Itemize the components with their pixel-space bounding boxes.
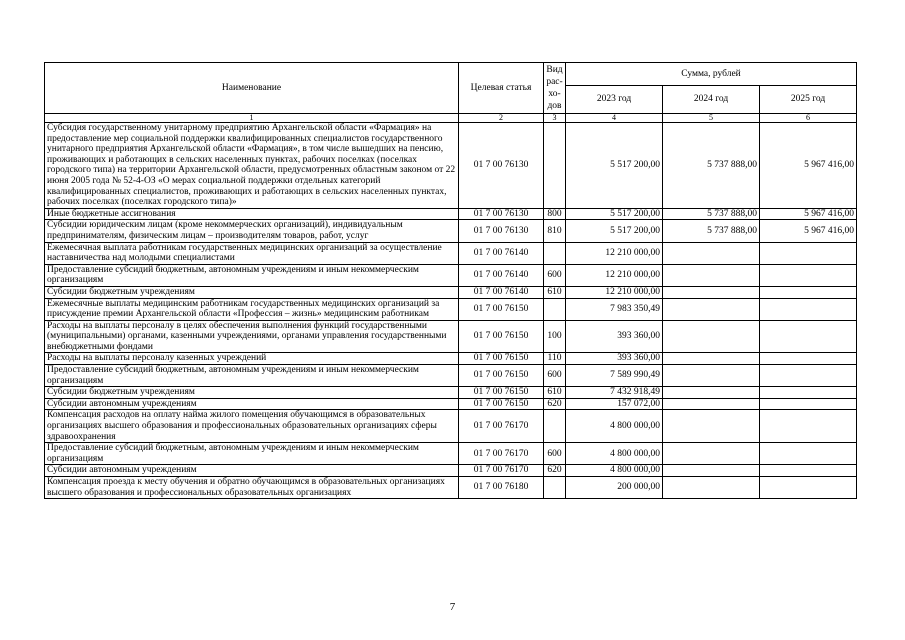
row-target-article: 01 7 00 76150: [459, 387, 544, 399]
row-sum-2025: [760, 242, 857, 264]
row-sum-2025: [760, 298, 857, 320]
row-name: Субсидии юридическим лицам (кроме некоммерческих организаций), индивидуальным предпринимателям, физическим лицам – производителям товаров, работ, услуг: [45, 220, 459, 242]
row-name: Ежемесячные выплаты медицинским работникам государственных медицинских организаций за присуждение премии Архангельской области «Профессия – жизнь» медицинским работникам: [45, 298, 459, 320]
row-expense-kind: [544, 123, 566, 209]
row-sum-2025: [760, 353, 857, 365]
table-row: [45, 477, 857, 499]
row-sum-2024: [663, 387, 760, 399]
row-sum-2024: [663, 410, 760, 443]
table-row: [45, 220, 857, 242]
row-target-article: 01 7 00 76140: [459, 242, 544, 264]
column-number: 1: [45, 114, 459, 123]
row-sum-2025: [760, 286, 857, 298]
row-expense-kind: 600: [544, 443, 566, 465]
row-sum-2025: [760, 264, 857, 286]
row-sum-2023: 7 983 350,49: [566, 298, 663, 320]
column-number: 3: [544, 114, 566, 123]
row-target-article: 01 7 00 76170: [459, 465, 544, 477]
row-target-article: 01 7 00 76170: [459, 443, 544, 465]
row-name: Компенсация проезда к месту обучения и обратно обучающимся в образовательных организациях высшего образования и профессиональных образовательных организациях: [45, 477, 459, 499]
row-name: Субсидии автономным учреждениям: [45, 465, 459, 477]
row-expense-kind: 800: [544, 208, 566, 220]
row-sum-2024: [663, 286, 760, 298]
row-sum-2025: [760, 477, 857, 499]
row-name: Компенсация расходов на оплату найма жилого помещения обучающимся в образовательных организациях высшего образования и профессиональных образовательных организациях сферы здравоохранения: [45, 410, 459, 443]
row-sum-2023: 4 800 000,00: [566, 465, 663, 477]
header-target-article: Целевая статья: [459, 63, 544, 114]
row-name: Предоставление субсидий бюджетным, автономным учреждениям и иным некоммерческим организациям: [45, 264, 459, 286]
row-target-article: 01 7 00 76140: [459, 264, 544, 286]
table-row: [45, 443, 857, 465]
row-sum-2025: [760, 365, 857, 387]
table-row: [45, 353, 857, 365]
table-row: [45, 123, 857, 209]
row-expense-kind: [544, 298, 566, 320]
row-expense-kind: [544, 242, 566, 264]
row-sum-2024: [663, 264, 760, 286]
row-sum-2023: 4 800 000,00: [566, 443, 663, 465]
table-row: [45, 410, 857, 443]
table-row: [45, 320, 857, 353]
row-sum-2024: [663, 443, 760, 465]
row-sum-2023: 12 210 000,00: [566, 242, 663, 264]
header-year-2024: 2024 год: [663, 86, 760, 114]
column-number: 4: [566, 114, 663, 123]
row-sum-2025: [760, 398, 857, 410]
row-target-article: 01 7 00 76140: [459, 286, 544, 298]
row-sum-2025: [760, 387, 857, 399]
row-expense-kind: 100: [544, 320, 566, 353]
row-name: Предоставление субсидий бюджетным, автономным учреждениям и иным некоммерческим организациям: [45, 443, 459, 465]
row-target-article: 01 7 00 76180: [459, 477, 544, 499]
table-body: [45, 123, 857, 499]
row-sum-2023: 12 210 000,00: [566, 286, 663, 298]
budget-table: [44, 62, 857, 499]
table-row: [45, 365, 857, 387]
column-number: 2: [459, 114, 544, 123]
budget-table-sheet: [44, 62, 856, 499]
row-name: Предоставление субсидий бюджетным, автономным учреждениям и иным некоммерческим организациям: [45, 365, 459, 387]
row-name: Субсидии бюджетным учреждениям: [45, 286, 459, 298]
table-row: [45, 298, 857, 320]
row-sum-2025: 5 967 416,00: [760, 208, 857, 220]
row-target-article: 01 7 00 76130: [459, 123, 544, 209]
row-sum-2023: 7 589 990,49: [566, 365, 663, 387]
table-row: [45, 465, 857, 477]
row-expense-kind: 610: [544, 286, 566, 298]
row-name: Субсидии бюджетным учреждениям: [45, 387, 459, 399]
row-target-article: 01 7 00 76150: [459, 365, 544, 387]
row-sum-2023: 200 000,00: [566, 477, 663, 499]
row-sum-2024: [663, 465, 760, 477]
row-target-article: 01 7 00 76130: [459, 220, 544, 242]
row-name: Расходы на выплаты персоналу казенных учреждений: [45, 353, 459, 365]
row-name: Иные бюджетные ассигнования: [45, 208, 459, 220]
row-name: Ежемесячная выплата работникам государственных медицинских организаций за осуществление наставничества над молодыми специалистами: [45, 242, 459, 264]
row-sum-2024: [663, 298, 760, 320]
row-expense-kind: 110: [544, 353, 566, 365]
row-sum-2025: 5 967 416,00: [760, 220, 857, 242]
table-row: [45, 264, 857, 286]
header-year-2023: 2023 год: [566, 86, 663, 114]
row-expense-kind: [544, 410, 566, 443]
row-sum-2024: [663, 353, 760, 365]
row-expense-kind: 610: [544, 387, 566, 399]
row-expense-kind: 600: [544, 264, 566, 286]
header-sum: Сумма, рублей: [566, 63, 857, 86]
row-sum-2023: 5 517 200,00: [566, 220, 663, 242]
row-sum-2023: 5 517 200,00: [566, 208, 663, 220]
row-sum-2024: [663, 477, 760, 499]
row-sum-2023: 12 210 000,00: [566, 264, 663, 286]
row-expense-kind: 620: [544, 465, 566, 477]
row-sum-2025: 5 967 416,00: [760, 123, 857, 209]
row-sum-2025: [760, 410, 857, 443]
column-number: 5: [663, 114, 760, 123]
row-target-article: 01 7 00 76150: [459, 320, 544, 353]
row-sum-2023: 5 517 200,00: [566, 123, 663, 209]
row-target-article: 01 7 00 76150: [459, 298, 544, 320]
row-sum-2025: [760, 320, 857, 353]
row-sum-2023: 7 432 918,49: [566, 387, 663, 399]
row-target-article: 01 7 00 76150: [459, 353, 544, 365]
row-target-article: 01 7 00 76170: [459, 410, 544, 443]
table-row: [45, 398, 857, 410]
row-sum-2023: 393 360,00: [566, 320, 663, 353]
row-expense-kind: [544, 477, 566, 499]
row-sum-2023: 4 800 000,00: [566, 410, 663, 443]
row-sum-2024: [663, 242, 760, 264]
row-sum-2025: [760, 465, 857, 477]
row-name: Субсидия государственному унитарному предприятию Архангельской области «Фармация» на предоставление мер социальной поддержки квалифицированных специалистов государственного унитарного предприятия Архангельской области «Фармация», в том числе вышедших на пенсию, проживающих и работающих в сельских населенных пунктах, рабочих поселках (поселках городского типа) на территории Архангельской области, предусмотренных областным законом от 22 июня 2005 года № 52-4-ОЗ «О мерах социальной поддержки отдельных категорий квалифицированных специалистов, проживающих и работающих в сельских населенных пунктах, рабочих поселках (поселках городского типа)»: [45, 123, 459, 209]
row-expense-kind: 600: [544, 365, 566, 387]
table-row: [45, 286, 857, 298]
row-sum-2023: 157 072,00: [566, 398, 663, 410]
row-expense-kind: 620: [544, 398, 566, 410]
row-sum-2024: 5 737 888,00: [663, 123, 760, 209]
row-sum-2024: 5 737 888,00: [663, 208, 760, 220]
column-number: 6: [760, 114, 857, 123]
table-row: [45, 208, 857, 220]
row-sum-2024: 5 737 888,00: [663, 220, 760, 242]
row-sum-2024: [663, 398, 760, 410]
row-sum-2023: 393 360,00: [566, 353, 663, 365]
table-row: [45, 242, 857, 264]
header-year-2025: 2025 год: [760, 86, 857, 114]
row-name: Расходы на выплаты персоналу в целях обеспечения выполнения функций государственными (муниципальными) органами, казенными учреждениями, органами управления государственными внебюджетными фондами: [45, 320, 459, 353]
row-sum-2024: [663, 320, 760, 353]
row-target-article: 01 7 00 76130: [459, 208, 544, 220]
table-row: [45, 387, 857, 399]
row-sum-2025: [760, 443, 857, 465]
header-expense-kind: Вид рас-хо-дов: [544, 63, 566, 114]
header-name: Наименование: [45, 63, 459, 114]
row-target-article: 01 7 00 76150: [459, 398, 544, 410]
row-expense-kind: 810: [544, 220, 566, 242]
row-sum-2024: [663, 365, 760, 387]
row-name: Субсидии автономным учреждениям: [45, 398, 459, 410]
page-number: 7: [449, 601, 456, 613]
